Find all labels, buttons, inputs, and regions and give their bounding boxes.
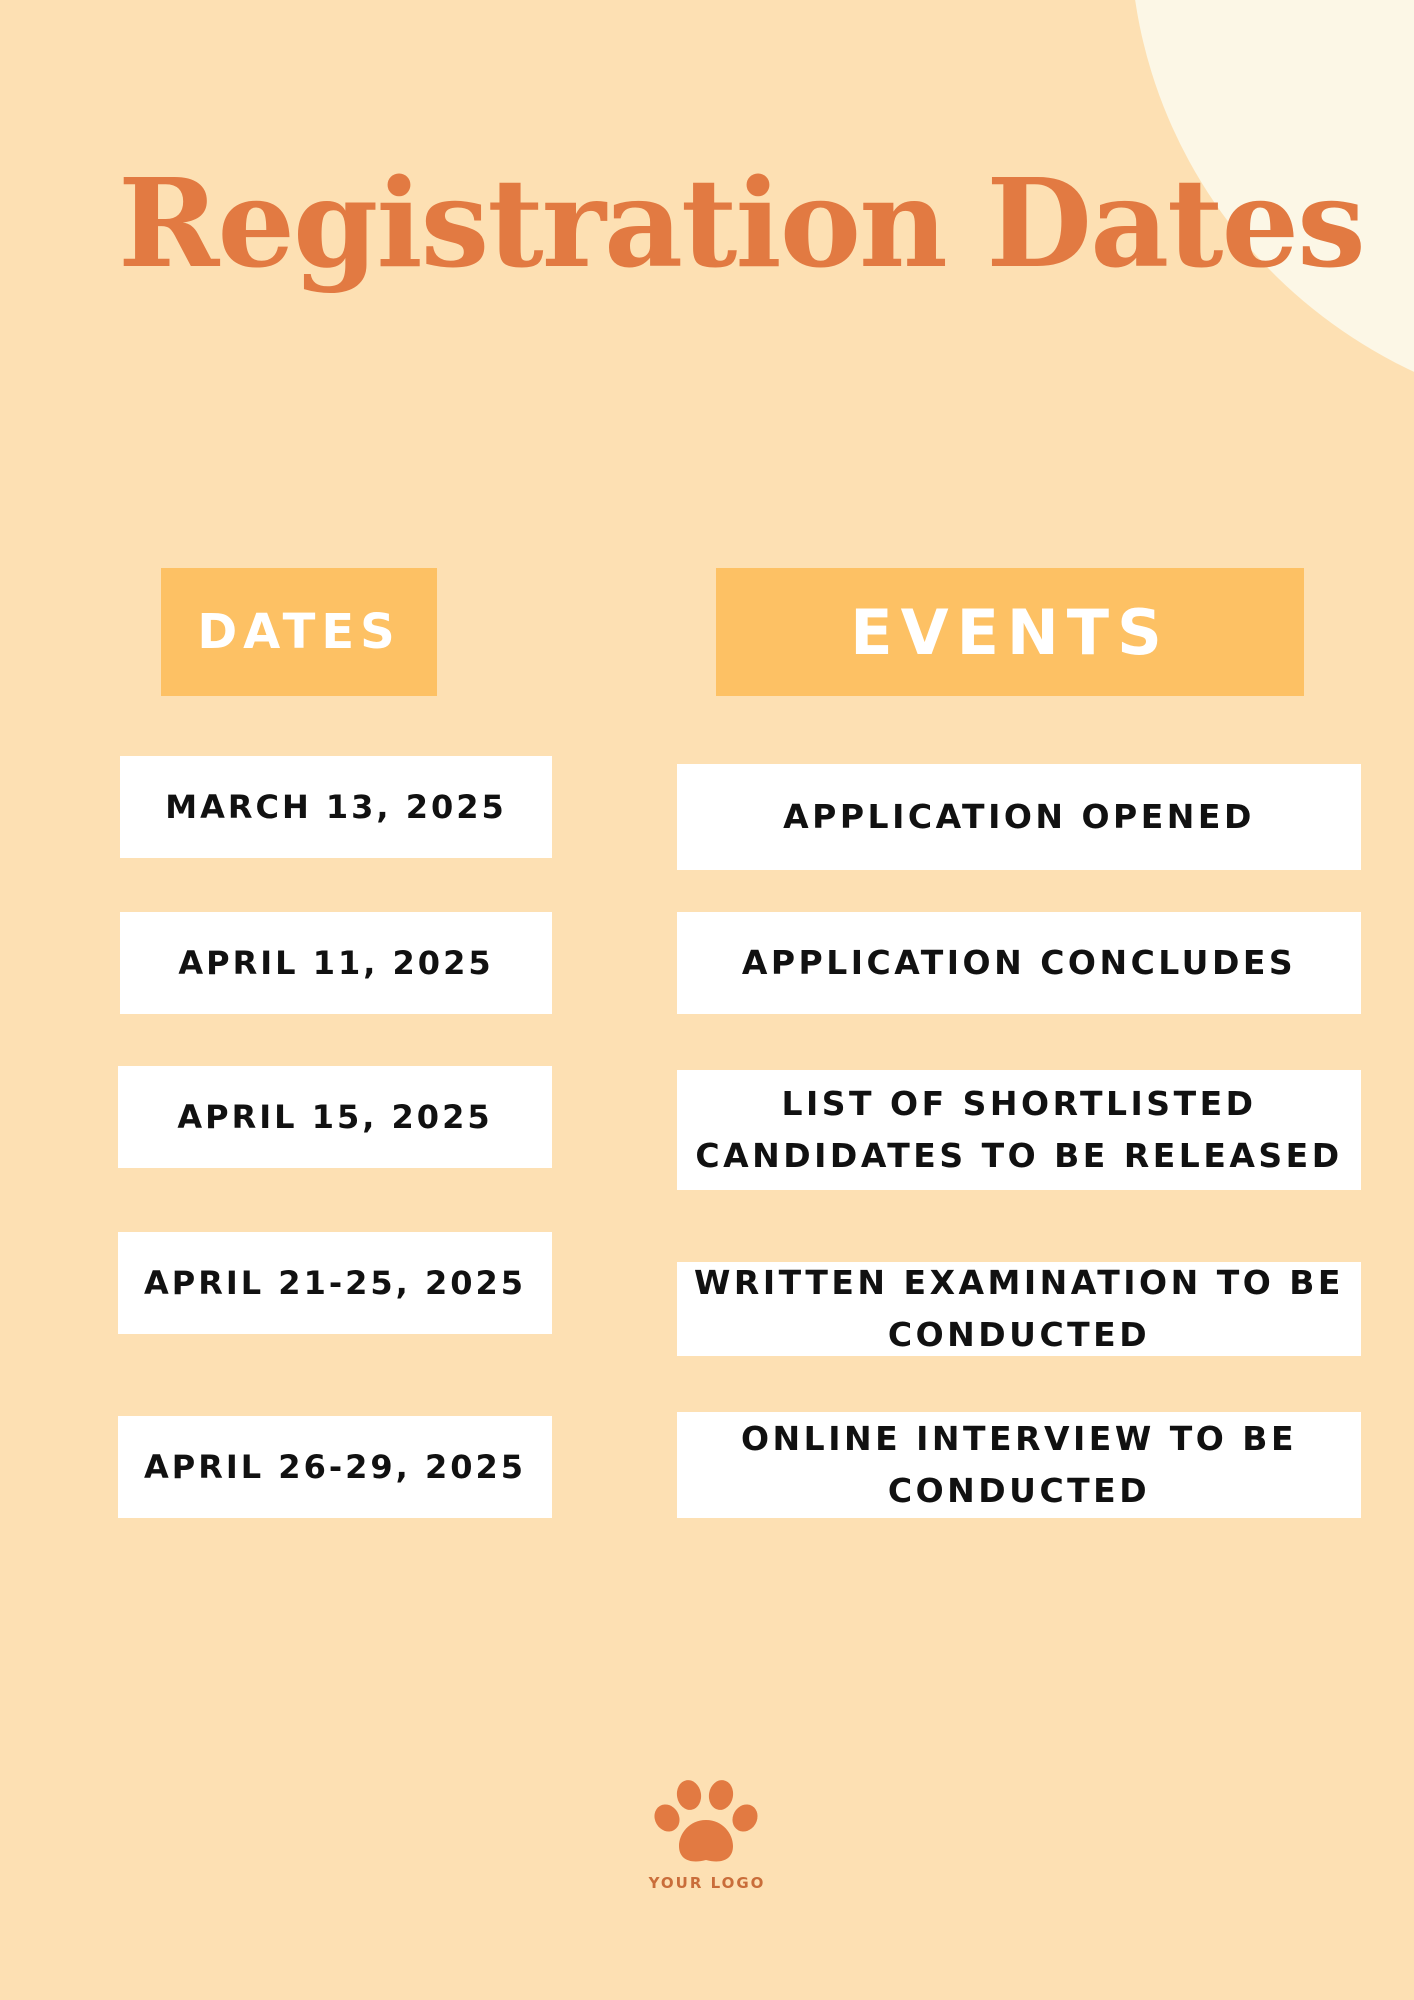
date-cell: APRIL 26-29, 2025 [118, 1416, 552, 1518]
event-cell: LIST OF SHORTLISTED CANDIDATES TO BE RELEASED [677, 1070, 1361, 1190]
event-cell: APPLICATION OPENED [677, 764, 1361, 870]
events-header: EVENTS [716, 568, 1304, 696]
paw-print-icon [651, 1780, 763, 1866]
date-cell: APRIL 11, 2025 [120, 912, 552, 1014]
date-cell: APRIL 21-25, 2025 [118, 1232, 552, 1334]
logo [640, 1780, 774, 1892]
page-title: Registration Dates [118, 151, 1364, 295]
date-cell: MARCH 13, 2025 [120, 756, 552, 858]
event-cell: APPLICATION CONCLUDES [677, 912, 1361, 1014]
event-cell: ONLINE INTERVIEW TO BE CONDUCTED [677, 1412, 1361, 1518]
date-cell: APRIL 15, 2025 [118, 1066, 552, 1168]
event-cell: WRITTEN EXAMINATION TO BE CONDUCTED [677, 1262, 1361, 1356]
logo-text: YOUR LOGO [648, 1874, 766, 1892]
dates-header: DATES [161, 568, 437, 696]
